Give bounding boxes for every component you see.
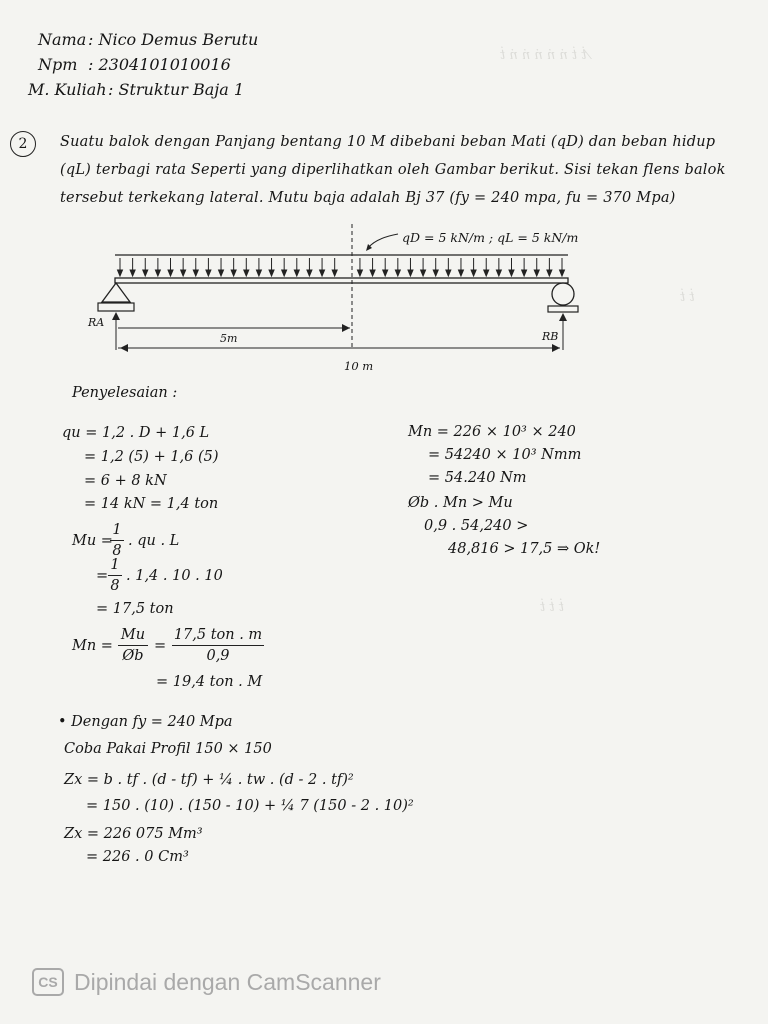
- load-arrow-head: [547, 270, 552, 276]
- dimension-label-total: 10 m: [344, 359, 374, 373]
- mu-line-2-fraction: [108, 557, 122, 594]
- load-arrow-head: [181, 270, 186, 276]
- roller-support-base: [548, 306, 578, 312]
- load-arrow-head: [446, 270, 451, 276]
- mu-fraction-denominator: 8: [112, 543, 122, 559]
- mu-line-2-numerator: 1: [110, 557, 120, 573]
- profile-line-2: Coba Pakai Profil 150 × 150: [64, 741, 272, 757]
- header-course-label: M. Kuliah: [28, 80, 107, 99]
- solution-title: Penyelesaian :: [72, 385, 178, 401]
- profile-line-3: Zx = b . tf . (d - tf) + ¼ . tw . (d - 2 . tf)²: [64, 772, 354, 788]
- load-arrow-head: [522, 270, 527, 276]
- load-leader-line: [368, 234, 398, 248]
- mn-calc-3: = 54.240 Nm: [428, 470, 527, 486]
- header-name-value: : Nico Demus Berutu: [88, 30, 259, 49]
- watermark-text: Dipindai dengan CamScanner: [74, 968, 381, 995]
- profile-line-1: • Dengan fy = 240 Mpa: [58, 714, 233, 730]
- profile-line-4: = 150 . (10) . (150 - 10) + ¼ 7 (150 - 2 . 10)²: [86, 798, 414, 814]
- load-arrow-head: [496, 270, 501, 276]
- mu-line-2-rest: . 1,4 . 10 . 10: [126, 568, 223, 584]
- bleed-through-text: ⁄ṫ ṫ ṅ ṅ ṅ ṅ ṅ ṫ: [500, 48, 589, 63]
- check-line-2: 0,9 . 54,240 >: [424, 518, 529, 534]
- check-line-3: 48,816 > 17,5 ⇒ Ok!: [448, 541, 601, 557]
- load-arrow-head: [357, 270, 362, 276]
- bleed-through-text: ṫ ṫ ṫ: [540, 600, 564, 615]
- load-arrow-head: [269, 270, 274, 276]
- mu-line-3: = 17,5 ton: [96, 601, 174, 617]
- roller-support-right: [552, 283, 574, 305]
- header-course-value: : Struktur Baja 1: [108, 80, 245, 99]
- camscanner-logo-icon: CS: [32, 968, 64, 996]
- problem-number: 2: [10, 131, 36, 157]
- header-name-label: Nama: [38, 30, 87, 49]
- bleed-through-text: ṫ ṫ: [680, 290, 695, 305]
- distributed-load-arrows: [118, 258, 565, 276]
- load-arrow-head: [307, 270, 312, 276]
- mn-calc-2: = 54240 × 10³ Nmm: [428, 447, 582, 463]
- load-arrow-head: [421, 270, 426, 276]
- load-arrow-head: [408, 270, 413, 276]
- load-arrow-head: [168, 270, 173, 276]
- reaction-label-right: RB: [542, 330, 559, 343]
- load-arrow-head: [231, 270, 236, 276]
- load-arrow-head: [509, 270, 514, 276]
- problem-text-line-1: Suatu balok dengan Panjang bentang 10 M dibebani beban Mati (qD) dan beban hidup: [60, 134, 716, 150]
- pin-support-base: [98, 303, 134, 311]
- load-arrow-head: [320, 270, 325, 276]
- pin-support-left: [102, 283, 130, 302]
- dimension-label-half: 5m: [220, 332, 238, 345]
- load-arrow-head: [155, 270, 160, 276]
- mu-line-2-denominator: 8: [110, 578, 120, 594]
- load-arrow-head: [244, 270, 249, 276]
- qu-line-4: = 14 kN = 1,4 ton: [84, 496, 219, 512]
- beam-diagram: [0, 220, 768, 380]
- load-arrow-head: [534, 270, 539, 276]
- mu-lhs: Mu =: [72, 533, 113, 549]
- load-arrow-head: [383, 270, 388, 276]
- problem-text-line-3: tersebut terkekang lateral. Mutu baja adalah Bj 37 (fy = 240 mpa, fu = 370 Mpa): [60, 190, 676, 206]
- qu-line-2: = 1,2 (5) + 1,6 (5): [84, 449, 219, 465]
- load-arrow-head: [130, 270, 135, 276]
- load-arrow-head: [484, 270, 489, 276]
- load-arrow-head: [294, 270, 299, 276]
- check-line-1: Øb . Mn > Mu: [408, 495, 513, 511]
- load-arrow-head: [282, 270, 287, 276]
- load-arrow-head: [433, 270, 438, 276]
- qu-line-3: = 6 + 8 kN: [84, 473, 167, 489]
- mu-fraction: [110, 522, 124, 559]
- mn-fraction-denominator: Øb: [122, 648, 144, 664]
- camscanner-watermark: [32, 968, 381, 996]
- load-arrow-head: [471, 270, 476, 276]
- load-arrow-head: [370, 270, 375, 276]
- header-npm-value: : 2304101010016: [88, 55, 231, 74]
- profile-line-6: = 226 . 0 Cm³: [86, 849, 189, 865]
- load-label: qD = 5 kN/m ; qL = 5 kN/m: [402, 230, 579, 245]
- reaction-label-left: RA: [88, 316, 105, 329]
- load-arrow-head: [193, 270, 198, 276]
- mn-calc-1: Mn = 226 × 10³ × 240: [408, 424, 576, 440]
- load-arrow-head: [143, 270, 148, 276]
- load-arrow-head: [118, 270, 123, 276]
- mn-result: = 19,4 ton . M: [156, 674, 263, 690]
- load-arrow-head: [256, 270, 261, 276]
- problem-text-line-2: (qL) terbagi rata Seperti yang diperlihatkan oleh Gambar berikut. Sisi tekan flens balok: [60, 162, 726, 178]
- load-arrow-head: [206, 270, 211, 276]
- mu-rest: . qu . L: [128, 533, 180, 549]
- mn-value-numerator: 17,5 ton . m: [173, 627, 263, 643]
- profile-line-5: Zx = 226 075 Mm³: [64, 826, 203, 842]
- load-arrow-head: [560, 270, 565, 276]
- load-arrow-head: [332, 270, 337, 276]
- load-arrow-head: [458, 270, 463, 276]
- beam: [115, 278, 568, 283]
- mn-fraction-numerator: Mu: [120, 627, 146, 643]
- load-arrow-head: [395, 270, 400, 276]
- header-npm-label: Npm: [38, 55, 78, 74]
- mn-lhs: Mn =: [72, 638, 113, 654]
- mn-equals: =: [154, 638, 167, 654]
- mn-value-denominator: 0,9: [206, 648, 230, 664]
- mn-value-fraction: [172, 627, 264, 664]
- mu-line-2-prefix: =: [96, 568, 109, 584]
- load-arrow-head: [219, 270, 224, 276]
- mu-fraction-numerator: 1: [112, 522, 122, 538]
- mn-fraction: [118, 627, 148, 664]
- qu-line-1: qu = 1,2 . D + 1,6 L: [62, 425, 210, 441]
